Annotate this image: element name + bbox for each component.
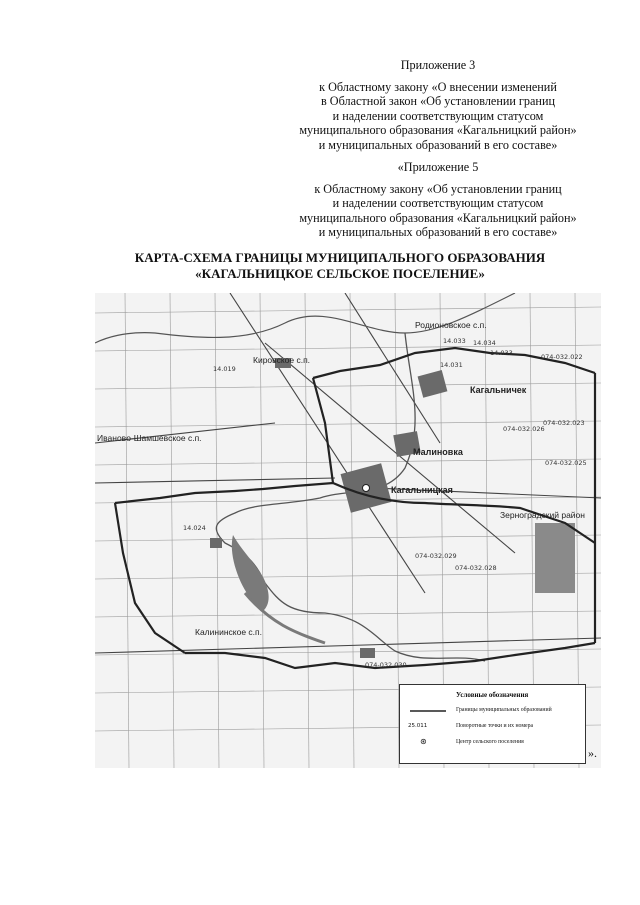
settlement-center-marker	[363, 485, 370, 492]
point-label: 074-032.030	[365, 661, 407, 669]
boundary-line-symbol	[408, 705, 448, 717]
map-label-kirovskoe: Кировское с.п.	[253, 355, 311, 365]
annex5-line-2: и наделении соответствующим статусом	[332, 196, 544, 211]
point-label: 14.031	[440, 361, 463, 369]
legend-text-boundary: Границы муниципальных образований	[456, 707, 552, 713]
point-label: 074-032.029	[415, 552, 457, 560]
point-label: 14.034	[473, 339, 496, 347]
center-icon: ⊛	[420, 737, 427, 746]
annex3-reference	[268, 80, 608, 152]
point-label: 074-032.028	[455, 564, 497, 572]
legend-row-points	[400, 721, 585, 733]
point-label: 074-032.026	[503, 425, 545, 433]
legend-symbol-point: 25.011	[408, 723, 428, 729]
point-label: 14.024	[183, 524, 206, 532]
page-title-line-2: «КАГАЛЬНИЦКОЕ СЕЛЬСКОЕ ПОСЕЛЕНИЕ»	[195, 265, 485, 281]
closing-quote: ».	[588, 746, 597, 760]
map-label-zernogradsky: Зерноградский район	[500, 510, 585, 520]
point-label: 074-032.023	[543, 419, 585, 427]
annex5-title	[268, 160, 608, 174]
point-label: 074-032.025	[545, 459, 587, 467]
map-label-malinovka: Малиновка	[413, 447, 463, 457]
legend-text-center: Центр сельского поселения	[456, 739, 524, 745]
annex3-line-3: и наделении соответствующим статусом	[332, 108, 544, 123]
annex3-line-2: в Областной закон «Об установлении границ	[320, 94, 555, 109]
annex3-line-4: муниципального образования «Кагальницкий район»	[299, 123, 577, 138]
annex5-reference	[268, 182, 608, 240]
annex3-title	[268, 58, 608, 72]
page-title	[60, 250, 620, 281]
annex3-heading: Приложение 3	[400, 58, 476, 72]
point-label: 14.033	[443, 337, 466, 345]
annex5-heading: «Приложение 5	[397, 160, 479, 174]
annex3-line-5: и муниципальных образований в его составе»	[318, 137, 558, 152]
page-title-line-1: КАРТА-СХЕМА ГРАНИЦЫ МУНИЦИПАЛЬНОГО ОБРАЗОВАНИЯ	[134, 250, 546, 265]
legend-title: Условные обозначения	[456, 691, 529, 699]
point-label: 14.033	[490, 349, 513, 357]
map-label-kagalnichek: Кагальничек	[470, 385, 527, 395]
point-label: 14.019	[213, 365, 236, 373]
map-label-kagalnitskaya: Кагальницкая	[391, 485, 453, 495]
annex5-line-1: к Областному закону «Об установлении границ	[314, 182, 562, 196]
annex3-line-1: к Областному закону «О внесении изменений	[319, 80, 557, 94]
point-label: 074-032.022	[541, 353, 583, 361]
annex5-line-4: и муниципальных образований в его составе»	[318, 225, 558, 240]
map-label-kalininskoe: Калининское с.п.	[195, 627, 262, 637]
legend-row-center	[400, 737, 585, 749]
map-label-ivanovo: Ивановo-Шамшевское с.п.	[97, 433, 202, 443]
map-legend	[399, 684, 586, 764]
legend-text-points: Поворотные точки и их номера	[456, 723, 534, 729]
map-label-rodionovskoe: Родионовское с.п.	[415, 320, 487, 330]
legend-row-boundary	[400, 705, 585, 717]
annex5-line-3: муниципального образования «Кагальницкий район»	[299, 210, 577, 225]
